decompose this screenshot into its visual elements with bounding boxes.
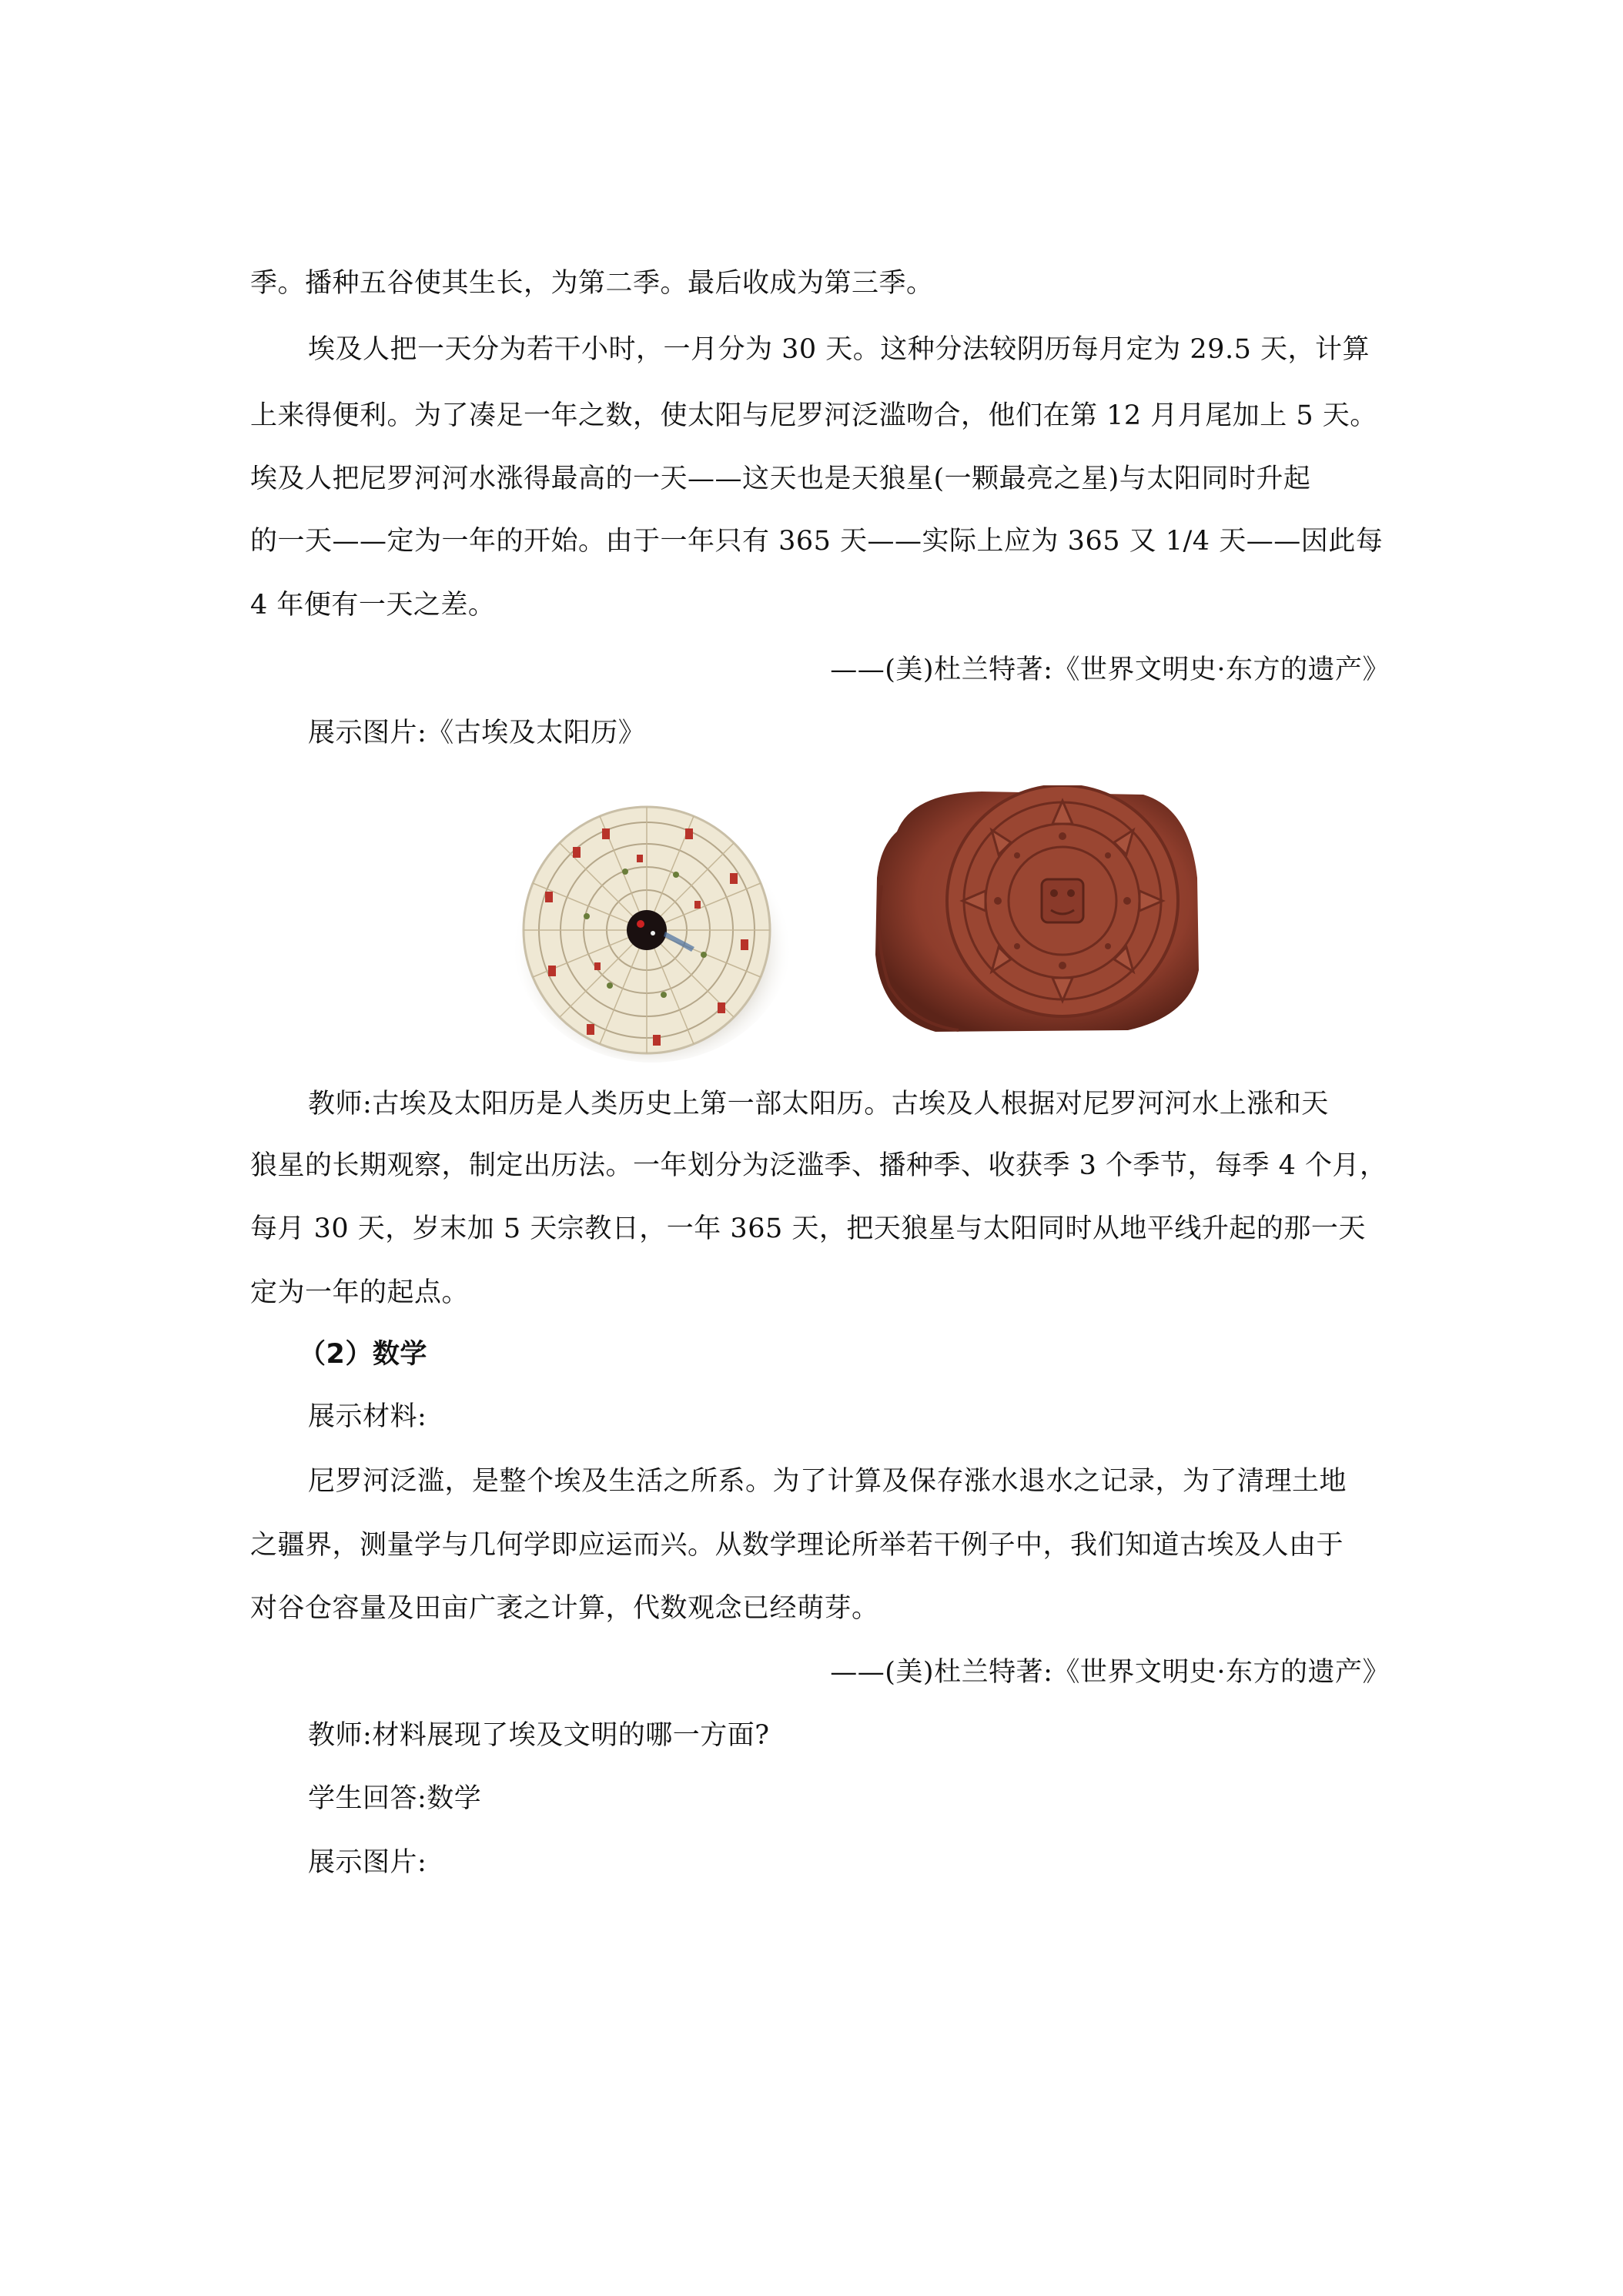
paragraph-line: 狼星的长期观察，制定出历法。一年划分为泛滥季、播种季、收获季 3 个季节，每季 4 个月， bbox=[250, 1150, 1387, 1181]
paragraph-line: 对谷仓容量及田亩广袤之计算，代数观念已经萌芽。 bbox=[250, 1593, 879, 1624]
student-answer: 学生回答:数学 bbox=[308, 1783, 482, 1814]
citation: ——(美)杜兰特著:《世界文明史·东方的遗产》 bbox=[830, 1657, 1390, 1688]
paragraph-line: 定为一年的起点。 bbox=[250, 1277, 470, 1308]
solar-calendar-disc-image bbox=[502, 801, 795, 1063]
paragraph-line: 埃及人把一天分为若干小时，一月分为 30 天。这种分法较阴历每月定为 29.5 天，计算 bbox=[308, 334, 1370, 365]
paragraph-line: 之疆界，测量学与几何学即应运而兴。从数学理论所举若干例子中，我们知道古埃及人由于 bbox=[250, 1530, 1344, 1561]
section-heading: （2）数学 bbox=[299, 1339, 427, 1370]
paragraph-line: 教师:古埃及太阳历是人类历史上第一部太阳历。古埃及人根据对尼罗河河水上涨和天 bbox=[308, 1089, 1329, 1120]
sun-stone-image bbox=[866, 785, 1205, 1036]
paragraph-line: 上来得便利。为了凑足一年之数，使太阳与尼罗河泛滥吻合，他们在第 12 月月尾加上 5 天。 bbox=[250, 400, 1377, 431]
citation: ——(美)杜兰特著:《世界文明史·东方的遗产》 bbox=[830, 654, 1390, 685]
paragraph-line: 尼罗河泛滥，是整个埃及生活之所系。为了计算及保存涨水退水之记录，为了清理土地 bbox=[308, 1466, 1347, 1497]
paragraph-line: 4 年便有一天之差。 bbox=[250, 590, 496, 621]
caption: 展示图片: bbox=[308, 1847, 427, 1878]
teacher-question: 教师:材料展现了埃及文明的哪一方面? bbox=[308, 1720, 770, 1751]
paragraph-line: 每月 30 天，岁末加 5 天宗教日，一年 365 天，把天狼星与太阳同时从地平线升起的那一天 bbox=[250, 1213, 1366, 1244]
paragraph-line: 季。播种五谷使其生长，为第二季。最后收成为第三季。 bbox=[250, 268, 934, 299]
caption: 展示图片:《古埃及太阳历》 bbox=[308, 718, 646, 748]
paragraph-line: 的一天——定为一年的开始。由于一年只有 365 天——实际上应为 365 又 1/4 天——因此每 bbox=[250, 526, 1384, 557]
paragraph-line: 埃及人把尼罗河河水涨得最高的一天——这天也是天狼星(一颗最亮之星)与太阳同时升起 bbox=[250, 464, 1311, 494]
caption: 展示材料: bbox=[308, 1401, 427, 1432]
